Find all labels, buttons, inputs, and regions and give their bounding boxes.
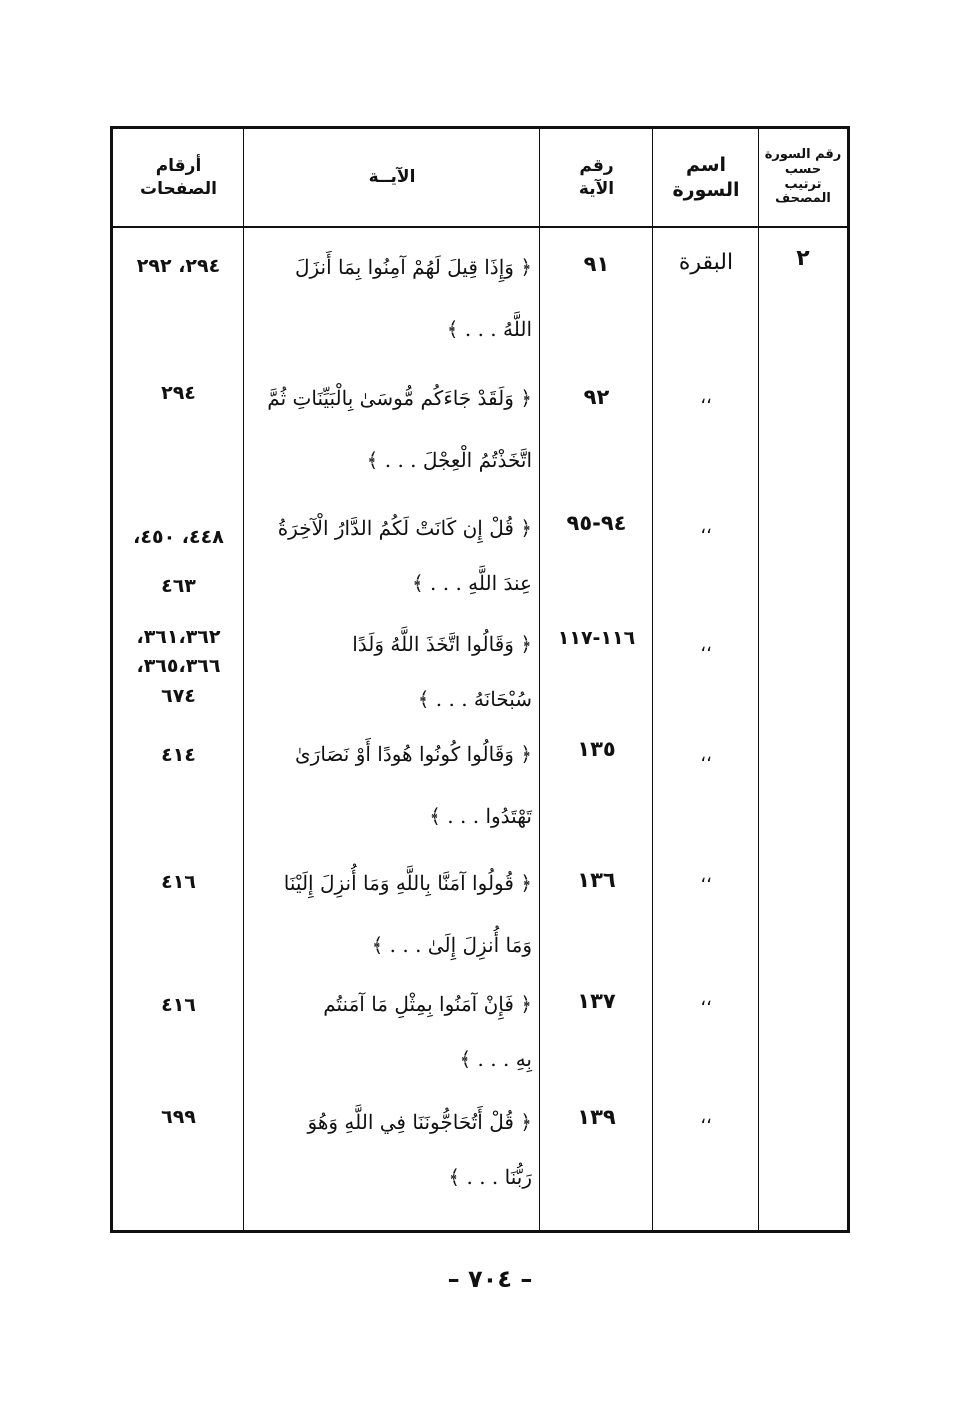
verse-line: ﴿ وَقَالُوا اتَّخَذَ اللَّهُ وَلَدًا [352, 632, 532, 656]
page-numbers-cell [113, 991, 244, 1020]
header-verse-label: الآيــة [368, 167, 416, 188]
verse-text-cell [244, 236, 540, 360]
header-order-line: ترتيب [784, 176, 822, 192]
column-divider [652, 129, 653, 1230]
page-numbers-line: ٤١٤ [161, 744, 196, 766]
header-ayah-line: الآية [578, 178, 615, 199]
verse-line: وَمَا أُنزِلَ إِلَىٰ . . . ﴾ [371, 933, 532, 957]
header-ayah-line: رقم [579, 156, 614, 177]
header-verse [244, 129, 540, 226]
page-numbers-cell [113, 623, 244, 711]
verse-line: ﴿ وَإِذَا قِيلَ لَهُمْ آمِنُوا بِمَا أَنزَلَ [294, 255, 532, 279]
verse-line: ﴿ وَقَالُوا كُونُوا هُودًا أَوْ نَصَارَىٰ [295, 742, 532, 766]
ayah-number-cell: ٩٤-٩٥ [566, 511, 627, 535]
verse-line: ﴿ قُولُوا آمَنَّا بِاللَّهِ وَمَا أُنزِلَ إِلَيْنَا [283, 871, 532, 895]
header-surah-name [653, 129, 759, 226]
header-pages-line: أرقام [155, 156, 202, 177]
page-numbers-cell [113, 379, 244, 408]
verse-line: عِندَ اللَّهِ . . . ﴾ [411, 571, 532, 595]
verse-text-cell [244, 367, 540, 491]
verse-line: ﴿ قُلْ إِن كَانَتْ لَكُمُ الدَّارُ الْآخِرَةُ [277, 516, 532, 540]
page-numbers-line: ٦٧٤ [161, 684, 196, 707]
header-surah-line: السورة [672, 178, 740, 201]
ayah-number-cell: ٩٢ [583, 385, 610, 409]
verse-line: ﴿ قُلْ أَتُحَاجُّونَنَا فِي اللَّهِ وَهُوَ [307, 1110, 532, 1134]
surah-name-cell: البقرة [678, 250, 734, 275]
verse-line: سُبْحَانَهُ . . . ﴾ [417, 687, 532, 711]
page-numbers-line: ٤١٦ [161, 994, 196, 1016]
header-surah-order [759, 129, 847, 226]
surah-name-ditto: ،، [700, 866, 712, 887]
page-numbers-line: ٤٤٨، ٤٥٠، [133, 526, 224, 548]
ayah-number-cell: ١٣٩ [577, 1105, 616, 1129]
page-numbers-cell [113, 252, 244, 281]
header-order-line: المصحف [775, 191, 831, 207]
header-pages-line: الصفحات [140, 178, 217, 199]
verse-text-cell [244, 1091, 540, 1201]
page-numbers-cell [113, 1103, 244, 1132]
verse-line: تَهْتَدُوا . . . ﴾ [429, 804, 532, 828]
verse-text-cell [244, 613, 540, 723]
verse-line: رَبُّنَا . . . ﴾ [448, 1165, 532, 1189]
header-divider [113, 226, 847, 228]
ayah-number-cell: ٩١ [583, 252, 610, 276]
surah-name-ditto: ،، [700, 745, 712, 766]
verse-line: اللَّهُ . . . ﴾ [446, 317, 532, 341]
header-order-line: رقم السورة [764, 147, 842, 163]
header-order-line: حسب [784, 161, 822, 177]
page-numbers-line: ٤١٦ [161, 871, 196, 893]
verse-line: اتَّخَذْتُمُ الْعِجْلَ . . . ﴾ [366, 448, 532, 472]
surah-order-cell: ٢ [796, 246, 810, 271]
verse-text-cell [244, 723, 540, 847]
page-numbers-cell [113, 513, 244, 612]
ayah-number-cell: ١٣٥ [577, 737, 616, 761]
ayah-number-cell: ١٣٧ [577, 989, 616, 1013]
page-numbers-line: ٣٦١،٣٦٢، [136, 626, 221, 648]
surah-name-ditto: ،، [700, 989, 712, 1010]
surah-name-ditto: ،، [700, 635, 712, 656]
page-numbers-cell [113, 741, 244, 770]
verse-line: ﴿ وَلَقَدْ جَاءَكُم مُّوسَىٰ بِالْبَيِّنَاتِ ثُمَّ [267, 386, 532, 410]
page-numbers-line: ٦٩٩ [161, 1106, 196, 1128]
index-table [110, 126, 850, 1233]
surah-name-ditto: ،، [700, 387, 712, 408]
header-ayah-number [540, 129, 653, 226]
verse-text-cell [244, 973, 540, 1083]
page-numbers-cell [113, 868, 244, 897]
verse-line: ﴿ فَإِنْ آمَنُوا بِمِثْلِ مَا آمَنتُم [323, 992, 532, 1016]
header-pages [113, 129, 244, 226]
verse-text-cell [244, 852, 540, 976]
verse-text-cell [244, 497, 540, 607]
page-numbers-line: ٢٩٤، ٢٩٢ [136, 255, 221, 277]
page-number: – ٧٠٤ – [447, 1265, 533, 1293]
page-numbers-line: ٢٩٤ [161, 382, 196, 404]
ayah-number-cell: ١١٦-١١٧ [557, 627, 636, 649]
page-numbers-line: ٣٦٥،٣٦٦، [136, 655, 221, 678]
header-surah-line: اسم [685, 153, 727, 176]
surah-name-ditto: ،، [700, 517, 712, 538]
surah-name-ditto: ،، [700, 1107, 712, 1128]
column-divider [758, 129, 759, 1230]
ayah-number-cell: ١٣٦ [577, 868, 616, 892]
page-numbers-line: ٤٦٣ [161, 575, 196, 598]
verse-line: بِهِ . . . ﴾ [459, 1047, 532, 1071]
